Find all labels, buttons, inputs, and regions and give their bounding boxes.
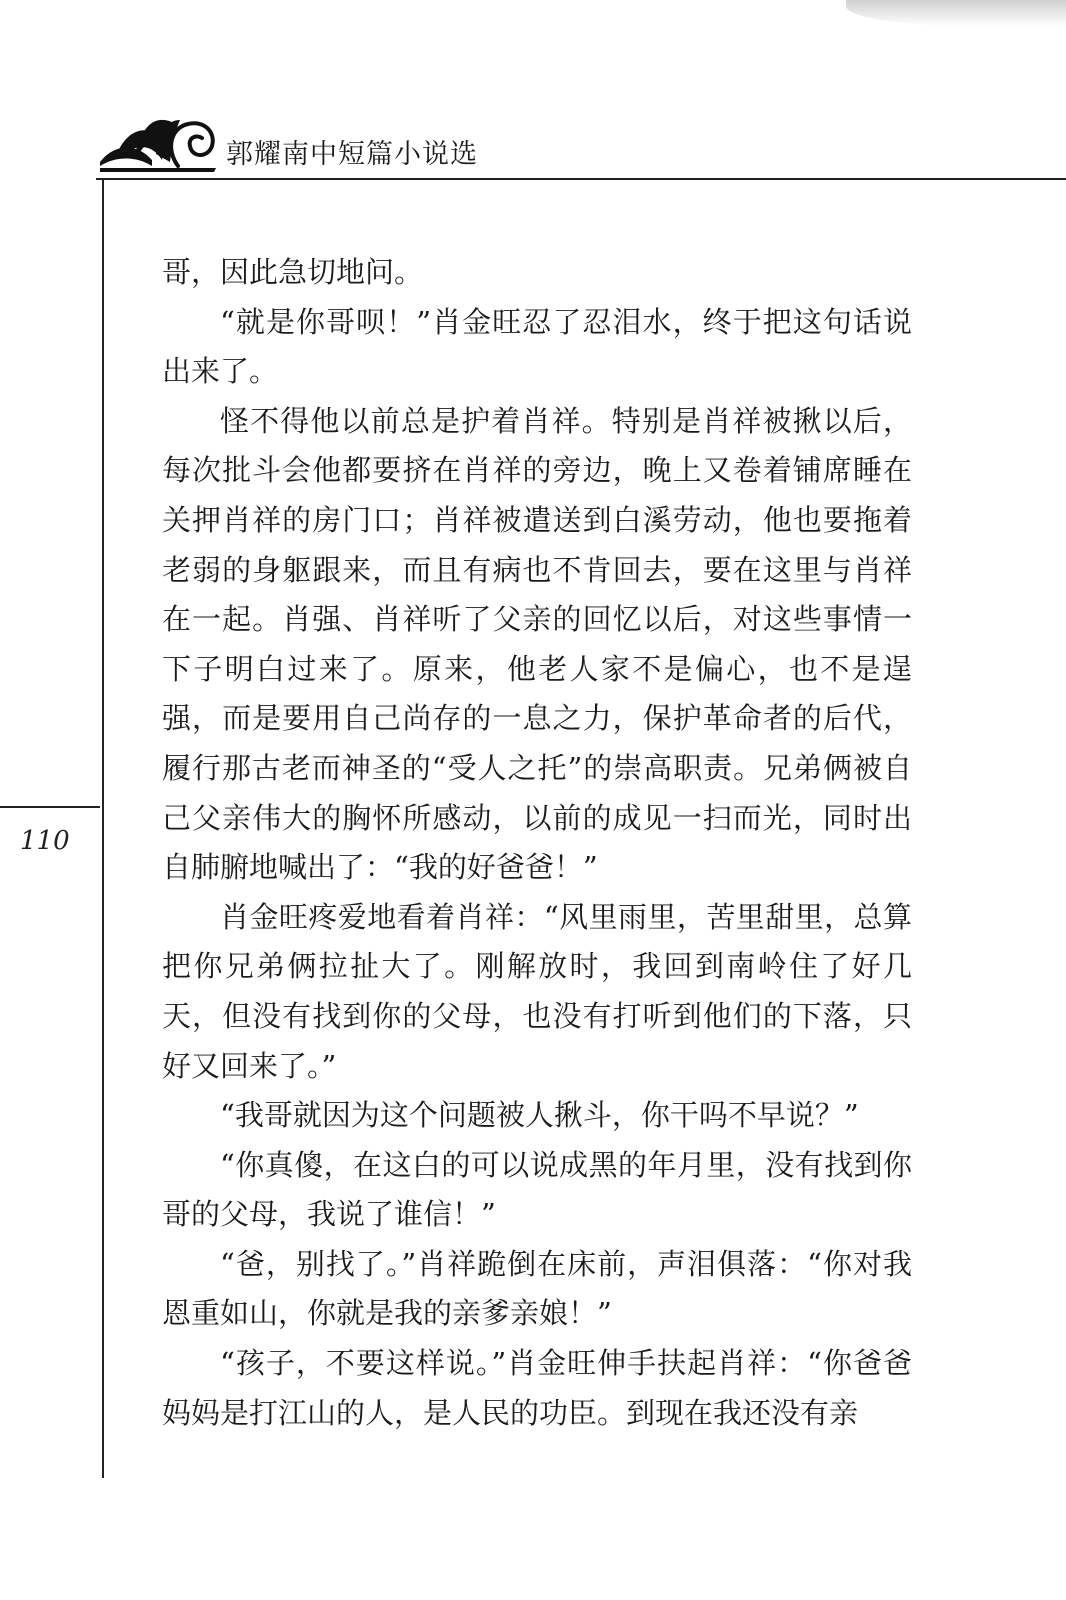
body-text [162, 248, 912, 1438]
paragraph: 肖金旺疼爱地看着肖祥：“风里雨里，苦里甜里，总算把你兄弟俩拉扯大了。刚解放时，我回到南岭住了好几天，但没有找到你的父母，也没有打听到他们的下落，只好又回来了。” [162, 899, 912, 1083]
paragraph: 怪不得他以前总是护着肖祥。特别是肖祥被揪以后，每次批斗会他都要挤在肖祥的旁边，晚上又卷着铺席睡在关押肖祥的房门口；肖祥被遣送到白溪劳动，他也要拖着老弱的身躯跟来，而且有病也不肯回去，要在这里与肖祥在一起。肖强、肖祥听了父亲的回忆以后，对这些事情一下子明白过来了。原来，他老人家不是偏心，也不是逞强，而是要用自己尚存的一息之力，保护革命者的后代，履行那古老而神圣的“受人之托”的崇高职责。兄弟俩被自己父亲伟大的胸怀所感动，以前的成见一扫而光，同时出自肺腑地喊出了：“我的好爸爸！” [162, 403, 912, 885]
paragraph: “我哥就因为这个问题被人揪斗，你干吗不早说？” [220, 1098, 859, 1133]
margin-rule [102, 178, 104, 1478]
header-rule [96, 178, 1066, 180]
book-title: 郭耀南中短篇小说选 [226, 139, 478, 170]
paragraph: “你真傻，在这白的可以说成黑的年月里，没有找到你哥的父母，我说了谁信！” [162, 1147, 912, 1232]
paragraph: “孩子，不要这样说。”肖金旺伸手扶起肖祥：“你爸爸妈妈是打江山的人，是人民的功臣。到现在我还没有亲 [162, 1346, 912, 1430]
running-header [96, 110, 1066, 200]
swirl-ornament-icon [96, 110, 226, 182]
paragraph: “爸，别找了。”肖祥跪倒在床前，声泪俱落：“你对我恩重如山，你就是我的亲爹亲娘！” [162, 1246, 912, 1331]
page-number: 110 [20, 826, 70, 856]
page-number-rule [0, 806, 100, 808]
paragraph: “就是你哥呗！”肖金旺忍了忍泪水，终于把这句话说出来了。 [162, 304, 912, 389]
scan-shadow [846, 0, 1066, 26]
paragraph: 哥，因此急切地问。 [162, 255, 424, 289]
